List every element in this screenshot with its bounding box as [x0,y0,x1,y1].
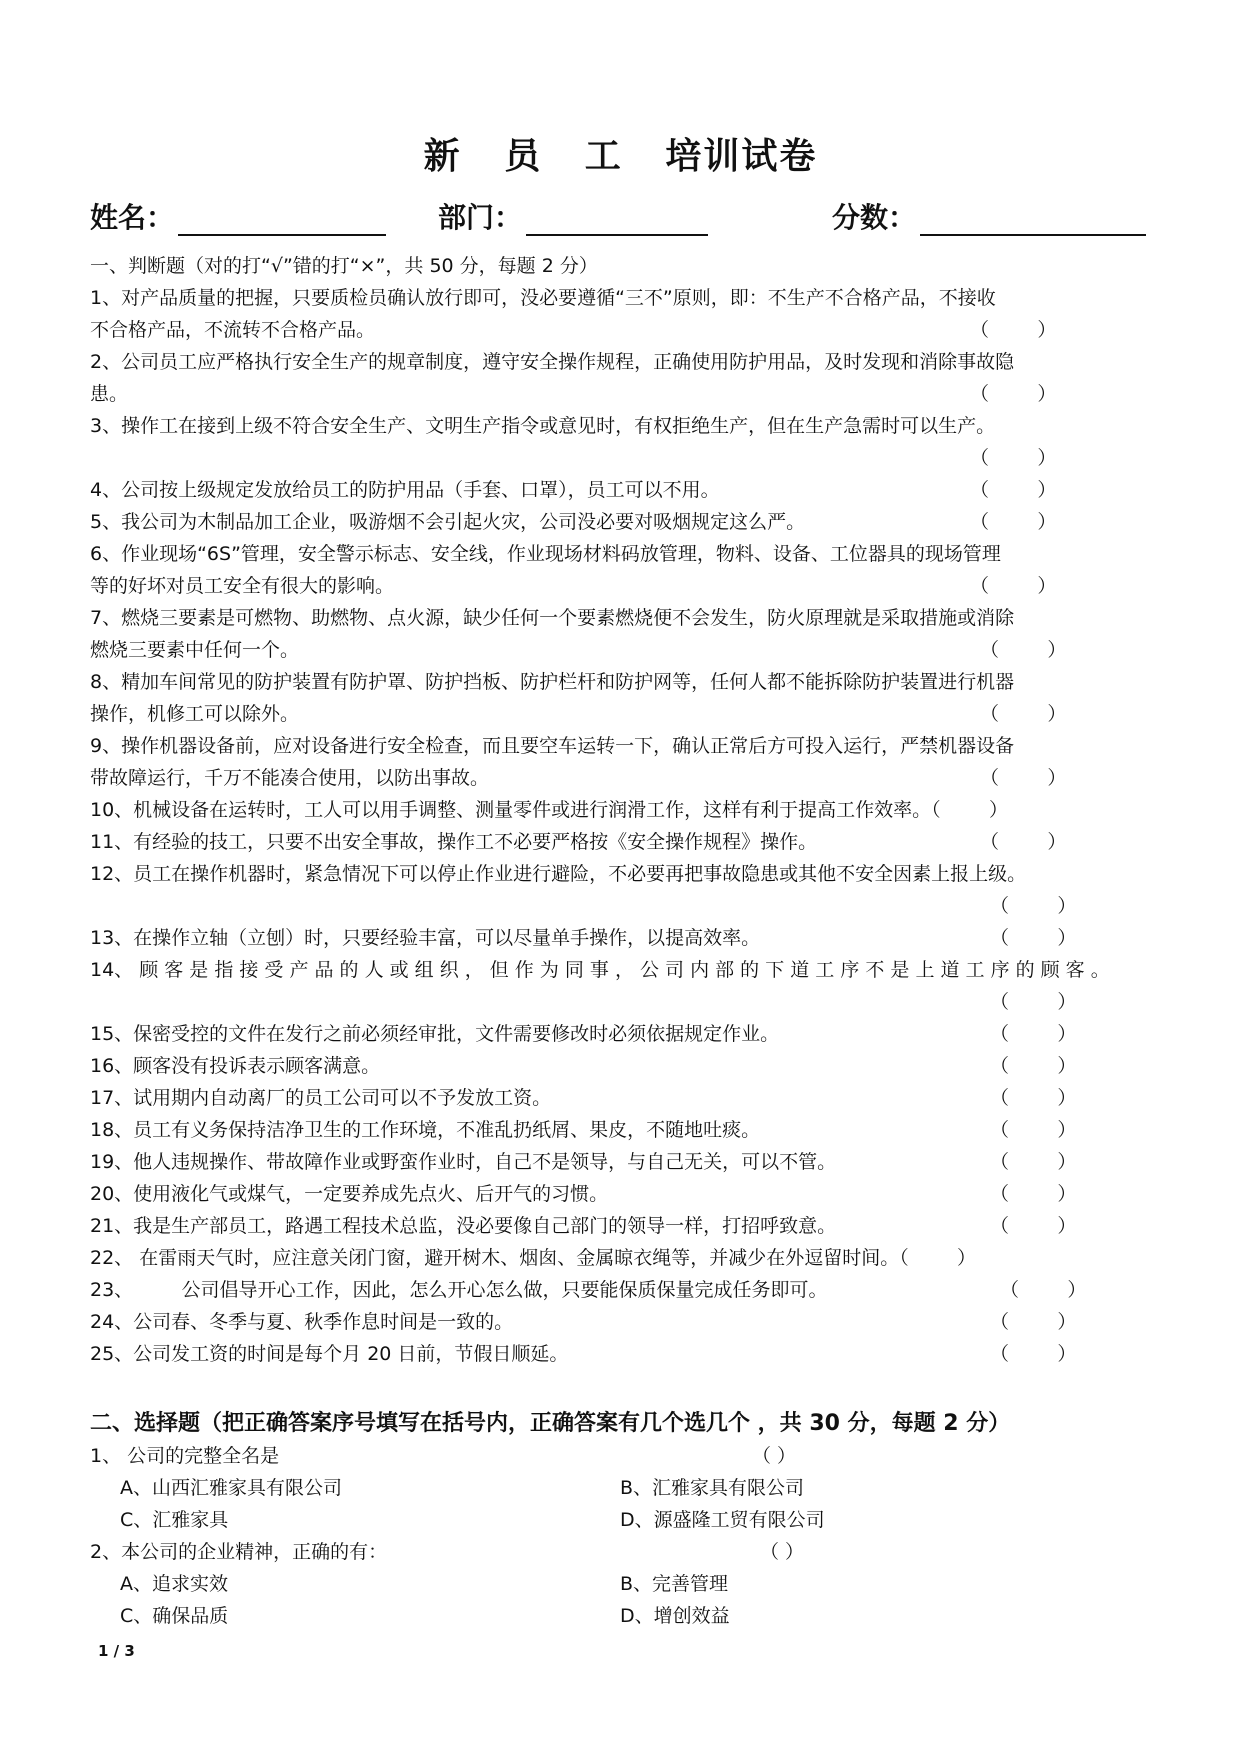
score-label: 分数： [832,201,917,234]
answer-bracket[interactable]: （ ） [970,479,1057,501]
answer-bracket[interactable]: （ ） [990,1119,1077,1141]
answer-bracket[interactable]: （ ） [980,767,1067,789]
question-text: 12、员工在操作机器时，紧急情况下可以停止作业进行避险，不必要再把事故隐患或其他不安全因素上报上级。 [90,863,1027,885]
question-text: 22、 在雷雨天气时，应注意关闭门窗，避开树木、烟囱、金属晾衣绳等，并减少在外逗留时间。（ ） [90,1247,977,1269]
question-text: 16、顾客没有投诉表示顾客满意。 [90,1055,381,1077]
question-text: 11、有经验的技工，只要不出安全事故，操作工不必要严格按《安全操作规程》操作。 [90,831,818,853]
dept-label: 部门： [438,201,523,234]
answer-bracket[interactable]: （ ） [990,991,1077,1013]
question-text: 23、 公司倡导开心工作，因此，怎么开心怎么做，只要能保质保量完成任务即可。 [90,1279,828,1301]
exam-header [90,196,1150,242]
choice-question-1-bracket[interactable]: （ ） [752,1445,797,1467]
choice-question-1-stem: 1、 公司的完整全名是 [90,1445,280,1467]
answer-bracket[interactable]: （ ） [990,1343,1077,1365]
answer-bracket[interactable]: （ ） [970,511,1057,533]
dept-blank[interactable] [526,202,708,236]
choice-option-b[interactable]: B、汇雅家具有限公司 [620,1477,805,1499]
question-text: 1、对产品质量的把握，只要质检员确认放行即可，没必要遵循“三不”原则，即：不生产不合格产品，不接收 [90,287,996,309]
question-text: 10、机械设备在运转时，工人可以用手调整、测量零件或进行润滑工作，这样有利于提高工作效率。（ ） [90,799,1008,821]
name-field [90,196,386,236]
title-char-2: 员 [504,135,543,177]
question-text: 2、公司员工应严格执行安全生产的规章制度，遵守安全操作规程，正确使用防护用品，及时发现和消除事故隐 [90,351,1015,373]
title-char-3: 工 [584,135,623,177]
choice-option-c[interactable]: C、汇雅家具 [120,1509,229,1531]
question-text: 6、作业现场“6S”管理，安全警示标志、安全线，作业现场材料码放管理，物料、设备、工位器具的现场管理 [90,543,1001,565]
dept-field [438,196,708,236]
answer-bracket[interactable]: （ ） [990,895,1077,917]
choice-option-d[interactable]: D、增创效益 [620,1605,730,1627]
answer-bracket[interactable]: （ ） [990,1215,1077,1237]
answer-bracket[interactable]: （ ） [990,927,1077,949]
choice-option-a[interactable]: A、山西汇雅家具有限公司 [120,1477,342,1499]
choice-option-d[interactable]: D、源盛隆工贸有限公司 [620,1509,825,1531]
question-text: 15、保密受控的文件在发行之前必须经审批，文件需要修改时必须依据规定作业。 [90,1023,780,1045]
question-text: 24、公司春、冬季与夏、秋季作息时间是一致的。 [90,1311,514,1333]
question-text: 9、操作机器设备前，应对设备进行安全检查，而且要空车运转一下，确认正常后方可投入运行，严禁机器设备 [90,735,1015,757]
question-text: 不合格产品，不流转不合格产品。 [90,319,376,341]
question-text: 4、公司按上级规定发放给员工的防护用品（手套、口罩），员工可以不用。 [90,479,720,501]
name-blank[interactable] [178,202,386,236]
choice-question-2-stem: 2、本公司的企业精神，正确的有： [90,1541,388,1563]
answer-bracket[interactable]: （ ） [980,703,1067,725]
section2-heading: 二、选择题（把正确答案序号填写在括号内，正确答案有几个选几个 ，共 30 分，每题 2 分） [90,1411,1011,1436]
question-text: 操作，机修工可以除外。 [90,703,300,725]
question-text: 21、我是生产部员工，路遇工程技术总监，没必要像自己部门的领导一样，打招呼致意。 [90,1215,837,1237]
answer-bracket[interactable]: （ ） [990,1055,1077,1077]
choice-option-b[interactable]: B、完善管理 [620,1573,729,1595]
question-text: 25、公司发工资的时间是每个月 20 日前，节假日顺延。 [90,1343,569,1365]
score-field [832,196,1146,236]
question-text: 8、精加车间常见的防护装置有防护罩、防护挡板、防护栏杆和防护网等，任何人都不能拆除防护装置进行机器 [90,671,1015,693]
answer-bracket[interactable]: （ ） [990,1311,1077,1333]
answer-bracket[interactable]: （ ） [990,1023,1077,1045]
answer-bracket[interactable]: （ ） [980,639,1067,661]
title-char-1: 新 [423,135,462,177]
question-text: 17、试用期内自动离厂的员工公司可以不予发放工资。 [90,1087,552,1109]
question-text: 带故障运行，千万不能凑合使用，以防出事故。 [90,767,490,789]
answer-bracket[interactable]: （ ） [970,319,1057,341]
question-text: 患。 [90,383,129,405]
answer-bracket[interactable]: （ ） [970,575,1057,597]
question-text: 19、他人违规操作、带故障作业或野蛮作业时，自己不是领导，与自己无关，可以不管。 [90,1151,837,1173]
question-text: 等的好坏对员工安全有很大的影响。 [90,575,395,597]
page-number: 1 / 3 [98,1642,135,1660]
question-text: 3、操作工在接到上级不符合安全生产、文明生产指令或意见时，有权拒绝生产，但在生产急需时可以生产。 [90,415,996,437]
question-text: 18、员工有义务保持洁净卫生的工作环境，不准乱扔纸屑、果皮，不随地吐痰。 [90,1119,761,1141]
choice-option-c[interactable]: C、确保品质 [120,1605,229,1627]
question-text: 13、在操作立轴（立刨）时，只要经验丰富，可以尽量单手操作，以提高效率。 [90,927,761,949]
question-text: 14、 顾 客 是 指 接 受 产 品 的 人 或 组 织 ， 但 作 为 同 事 ， 公 司 内 部 的 下 道 工 序 不 是 上 道 工 序 的 顾 客 。 [90,959,1110,981]
score-blank[interactable] [920,202,1146,236]
question-text: 燃烧三要素中任何一个。 [90,639,300,661]
question-text: 20、使用液化气或煤气，一定要养成先点火、后开气的习惯。 [90,1183,609,1205]
answer-bracket[interactable]: （ ） [980,831,1067,853]
answer-bracket[interactable]: （ ） [970,447,1057,469]
choice-option-a[interactable]: A、追求实效 [120,1573,228,1595]
answer-bracket[interactable]: （ ） [970,383,1057,405]
page-title [0,128,1241,179]
title-char-4: 培训试卷 [665,135,818,177]
answer-bracket[interactable]: （ ） [990,1151,1077,1173]
section1-heading: 一、判断题（对的打“√”错的打“×”，共 50 分，每题 2 分） [90,255,598,277]
choice-question-2-bracket[interactable]: （ ） [760,1541,805,1563]
question-text: 5、我公司为木制品加工企业，吸游烟不会引起火灾，公司没必要对吸烟规定这么严。 [90,511,806,533]
answer-bracket[interactable]: （ ） [990,1087,1077,1109]
answer-bracket[interactable]: （ ） [1000,1279,1087,1301]
name-label: 姓名： [90,201,175,234]
question-text: 7、燃烧三要素是可燃物、助燃物、点火源，缺少任何一个要素燃烧便不会发生，防火原理就是采取措施或消除 [90,607,1015,629]
answer-bracket[interactable]: （ ） [990,1183,1077,1205]
